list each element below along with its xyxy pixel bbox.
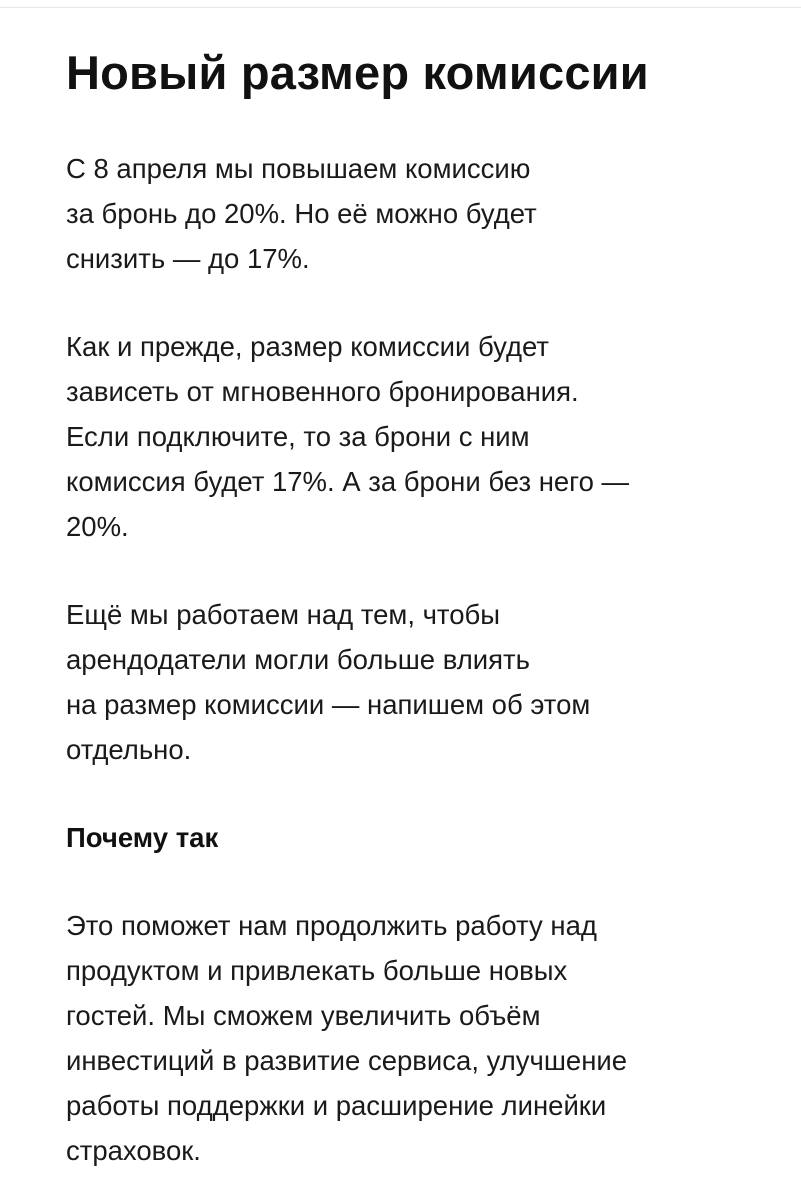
paragraph-reasons: Это поможет нам продолжить работу над продуктом и привлекать больше новых гостей. Мы сможем увеличить объём инвестиций в развитие сервиса, улучшение работы поддержки и расширение линейки страховок. [66, 910, 628, 1166]
article-body [66, 38, 766, 1173]
paragraph-commission-increase: С 8 апреля мы повышаем комиссию за бронь до 20%. Но её можно будет снизить — до 17%. [66, 153, 537, 274]
paragraph-instant-booking: Как и прежде, размер комиссии будет зависеть от мгновенного бронирования. Если подключите, то за брони с ним комиссия будет 17%. А за брони без него — 20%. [66, 331, 630, 542]
paragraph-future-work: Ещё мы работаем над тем, чтобы арендодатели могли больше влиять на размер комиссии — напишем об этом отдельно. [66, 599, 591, 765]
top-divider [0, 0, 801, 8]
article-title: Новый размер комиссии [66, 46, 649, 99]
section-subheading: Почему так [66, 822, 219, 853]
